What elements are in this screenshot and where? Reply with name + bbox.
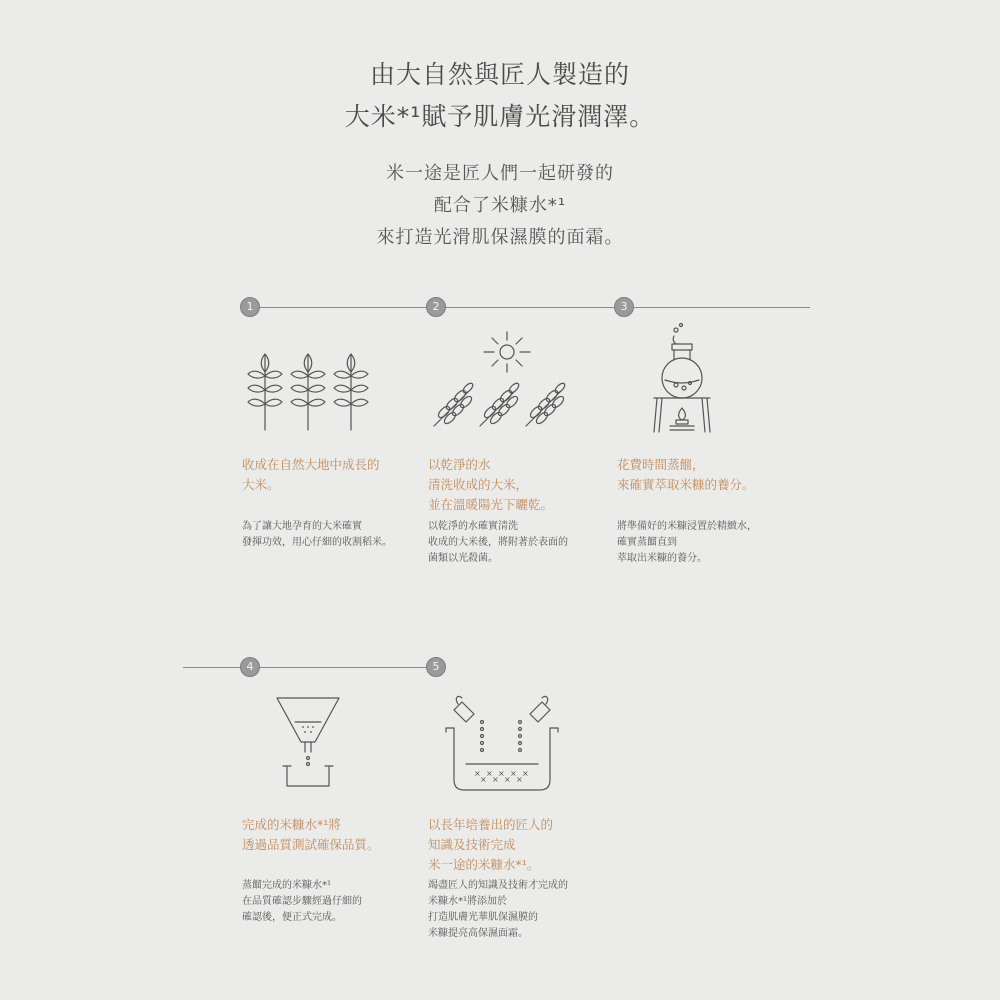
step-4-title-line: 透過品質測試確保品質。	[242, 837, 380, 852]
step-4-title-line: 完成的米糠水*¹將	[242, 817, 341, 832]
hero-headline	[0, 54, 1000, 138]
svg-text:×: ×	[504, 775, 511, 784]
step-3-desc-line: 萃取出米糠的養分。	[617, 553, 707, 564]
svg-text:×: ×	[498, 769, 505, 778]
svg-text:×: ×	[480, 775, 487, 784]
step-3-desc-line: 將準備好的米糠浸置於精緻水，	[617, 521, 757, 532]
step-2-description	[428, 519, 568, 567]
hero-line-2: 大米*¹賦予肌膚光滑潤澤。	[344, 102, 656, 131]
timeline-line-top	[250, 307, 810, 308]
step-4-desc-line: 蒸餾完成的米糠水*¹	[242, 880, 332, 891]
step-5-title-line: 知識及技術完成	[428, 837, 516, 852]
step-number-1: 1	[240, 297, 260, 317]
step-2-title-line: 並在溫暖陽光下曬乾。	[428, 497, 554, 512]
svg-text:×: ×	[516, 775, 523, 784]
step-2-desc-line: 菌類以光殺菌。	[428, 553, 498, 564]
svg-text:×: ×	[510, 769, 517, 778]
step-4-desc-line: 確認後，便正式完成。	[242, 912, 342, 923]
step-3-desc-line: 確實蒸餾直到	[617, 537, 677, 548]
timeline-line-bottom	[183, 667, 437, 668]
step-5-desc-line: 米糠水*¹將添加於	[428, 896, 508, 907]
step-4-description	[242, 878, 362, 926]
step-4-desc-line: 在品質確認步驟經過仔細的	[242, 896, 362, 907]
step-1-desc-line: 為了讓大地孕育的大米確實	[242, 521, 362, 532]
step-2-desc-line: 以乾淨的水確實清洗	[428, 521, 518, 532]
svg-text:×: ×	[522, 769, 529, 778]
step-1-description	[242, 519, 392, 551]
step-3-title	[617, 455, 755, 495]
step-number-2: 2	[426, 297, 446, 317]
step-5-desc-line: 米糠提亮高保濕面霜。	[428, 928, 528, 939]
step-3-description	[617, 519, 757, 567]
step-5-desc-line: 竭盡匠人的知識及技術才完成的	[428, 880, 568, 891]
step-1-title-line: 大米。	[242, 477, 280, 492]
mixing-pot-icon	[444, 692, 560, 794]
intro-line-1: 米一途是匠人們一起研發的	[386, 163, 614, 184]
svg-text:×: ×	[486, 769, 493, 778]
intro-text	[0, 158, 1000, 254]
svg-text:×: ×	[474, 769, 481, 778]
step-3-title-line: 來確實萃取米糠的養分。	[617, 477, 755, 492]
hero-line-1: 由大自然與匠人製造的	[369, 60, 630, 89]
step-1-desc-line: 發揮功效，用心仔細的收割稻米。	[242, 537, 392, 548]
step-1-title-line: 收成在自然大地中成長的	[242, 457, 380, 472]
step-2-title	[428, 455, 553, 515]
step-number-5: 5	[426, 657, 446, 677]
step-5-title-line: 米一途的米糠水*¹。	[428, 857, 540, 872]
svg-text:×: ×	[492, 775, 499, 784]
sun-drying-rice-icon	[432, 328, 572, 434]
step-4-title	[242, 815, 380, 855]
step-1-title	[242, 455, 380, 495]
intro-line-3: 來打造光滑肌保濕膜的面霜。	[376, 227, 624, 248]
step-2-title-line: 清洗收成的大米，	[428, 477, 529, 492]
step-5-title-line: 以長年培養出的匠人的	[428, 817, 554, 832]
step-5-desc-line: 打造肌膚光華肌保濕膜的	[428, 912, 538, 923]
wheat-icon	[243, 348, 373, 432]
step-2-title-line: 以乾淨的水	[428, 457, 491, 472]
step-5-description	[428, 878, 568, 942]
step-5-title	[428, 815, 553, 875]
funnel-filter-icon	[275, 694, 341, 788]
step-number-4: 4	[240, 657, 260, 677]
step-2-desc-line: 收成的大米後，將附著於表面的	[428, 537, 568, 548]
step-number-3: 3	[614, 297, 634, 317]
step-3-title-line: 花費時間蒸餾，	[617, 457, 705, 472]
distillation-flask-icon	[650, 322, 716, 436]
intro-line-2: 配合了米糠水*¹	[433, 195, 567, 216]
